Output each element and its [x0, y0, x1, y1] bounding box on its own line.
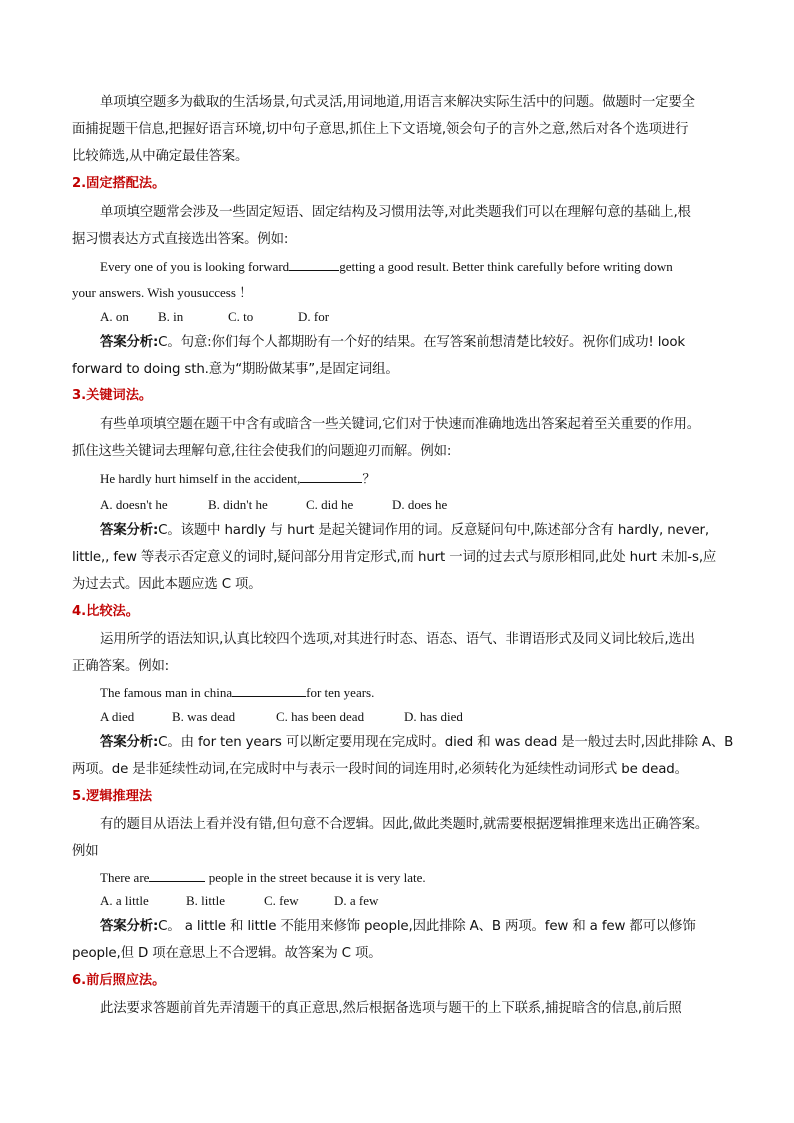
section-2-option-a: A. on — [100, 309, 129, 324]
section-4-para-1: 运用所学的语法知识,认真比较四个选项,对其进行时态、语态、语气、非谓语形式及同义词比较后,选出 — [100, 632, 695, 647]
answer-blank — [289, 258, 339, 271]
section-3-option-d: D. does he — [392, 497, 448, 512]
answer-blank — [149, 869, 205, 882]
answer-blank — [300, 470, 362, 483]
section-3-para-2: 抓住这些关键词去理解句意,往往会使我们的问题迎刃而解。例如: — [72, 444, 452, 459]
answer-label: 答案分析: — [100, 919, 159, 934]
section-5-answer-line-2: people,但 D 项在意思上不合逻辑。故答案为 C 项。 — [72, 946, 382, 961]
section-3-answer-line-1 — [100, 522, 760, 540]
section-2-answer-line-2: forward to doing sth.意为“期盼做某事”,是固定词组。 — [72, 362, 399, 377]
section-4-heading: 4.比较法。 — [72, 604, 139, 619]
section-2-question-line-1 — [100, 258, 760, 276]
section-5-para-1: 有的题目从语法上看并没有错,但句意不合逻辑。因此,做此类题时,就需要根据逻辑推理来选出正确答案。 — [100, 817, 709, 832]
section-2-option-c: C. to — [228, 309, 254, 324]
section-5-answer-line-1 — [100, 918, 760, 936]
section-3-heading: 3.关键词法。 — [72, 388, 153, 403]
question-text: There are — [100, 870, 150, 885]
section-3-para-1: 有些单项填空题在题干中含有或暗含一些关键词,它们对于快速而准确地选出答案起着至关重要的作用。 — [100, 417, 700, 432]
section-4-option-c: C. has been dead — [276, 709, 365, 724]
section-3-option-c: C. did he — [306, 497, 354, 512]
section-5-option-b: B. little — [186, 893, 225, 908]
section-4-answer-line-1 — [100, 734, 760, 752]
section-5-heading: 5.逻辑推理法 — [72, 789, 153, 804]
section-2-para-2: 据习惯表达方式直接选出答案。例如: — [72, 232, 289, 247]
question-text: getting a good result. Better think carefully before writing down — [339, 259, 673, 274]
section-3-option-a: A. doesn't he — [100, 497, 168, 512]
section-4-option-b: B. was dead — [172, 709, 236, 724]
question-text: He hardly hurt himself in the accident, — [100, 471, 301, 486]
section-5-question-line — [100, 869, 760, 887]
section-5-para-2: 例如 — [72, 844, 99, 859]
section-2-option-b: B. in — [158, 309, 184, 324]
section-3-question-line — [100, 470, 760, 488]
section-5-option-c: C. few — [264, 893, 299, 908]
answer-text: C。该题中 hardly 与 hurt 是起关键词作用的词。反意疑问句中,陈述部分含有 hardly, never, — [158, 523, 710, 538]
section-2-option-d: D. for — [298, 309, 330, 324]
section-3-answer-line-2: little,, few 等表示否定意义的词时,疑问部分用肯定形式,而 hurt 一词的过去式与原形相同,此处 hurt 未加-s,应 — [72, 550, 717, 565]
question-text: The famous man in china — [100, 685, 233, 700]
question-text: for ten years. — [306, 685, 375, 700]
section-5-option-a: A. a little — [100, 893, 149, 908]
question-text: people in the street because it is very late. — [205, 870, 426, 885]
answer-label: 答案分析: — [100, 335, 159, 350]
section-2-heading: 2.固定搭配法。 — [72, 176, 166, 191]
section-4-option-d: D. has died — [404, 709, 463, 724]
question-text: Every one of you is looking forward — [100, 259, 290, 274]
section-4-answer-line-2: 两项。de 是非延续性动词,在完成时中与表示一段时间的词连用时,必须转化为延续性动词形式 be dead。 — [72, 762, 688, 777]
intro-line-1: 单项填空题多为截取的生活场景,句式灵活,用词地道,用语言来解决实际生活中的问题。做题时一定要全 — [100, 95, 695, 110]
section-3-answer-line-3: 为过去式。因此本题应选 C 项。 — [72, 577, 262, 592]
intro-line-2: 面捕捉题干信息,把握好语言环境,切中句子意思,抓住上下文语境,领会句子的言外之意,然后对各个选项进行 — [72, 122, 689, 137]
answer-text: C。句意:你们每个人都期盼有一个好的结果。在写答案前想清楚比较好。祝你们成功! look — [158, 335, 685, 350]
section-4-option-a: A died — [100, 709, 135, 724]
answer-text: C。由 for ten years 可以断定要用现在完成时。died 和 was dead 是一般过去时,因此排除 A、B — [158, 735, 734, 750]
intro-line-3: 比较筛选,从中确定最佳答案。 — [72, 149, 249, 164]
answer-label: 答案分析: — [100, 523, 159, 538]
section-6-heading: 6.前后照应法。 — [72, 973, 166, 988]
question-mark: ？ — [362, 471, 376, 486]
answer-blank — [232, 684, 306, 697]
section-6-para-1: 此法要求答题前首先弄清题干的真正意思,然后根据备选项与题干的上下联系,捕捉暗含的信息,前后照 — [100, 1001, 682, 1016]
answer-label: 答案分析: — [100, 735, 159, 750]
section-4-question-line — [100, 684, 760, 702]
section-2-para-1: 单项填空题常会涉及一些固定短语、固定结构及习惯用法等,对此类题我们可以在理解句意的基础上,根 — [100, 205, 691, 220]
section-2-question-line-2: your answers. Wish yousuccess ！ — [72, 285, 253, 300]
section-3-option-b: B. didn't he — [208, 497, 268, 512]
section-4-para-2: 正确答案。例如: — [72, 659, 170, 674]
section-2-answer-line-1 — [100, 334, 760, 352]
answer-text: C。 a little 和 little 不能用来修饰 people,因此排除 A、B 两项。few 和 a few 都可以修饰 — [158, 919, 696, 934]
section-5-option-d: D. a few — [334, 893, 379, 908]
